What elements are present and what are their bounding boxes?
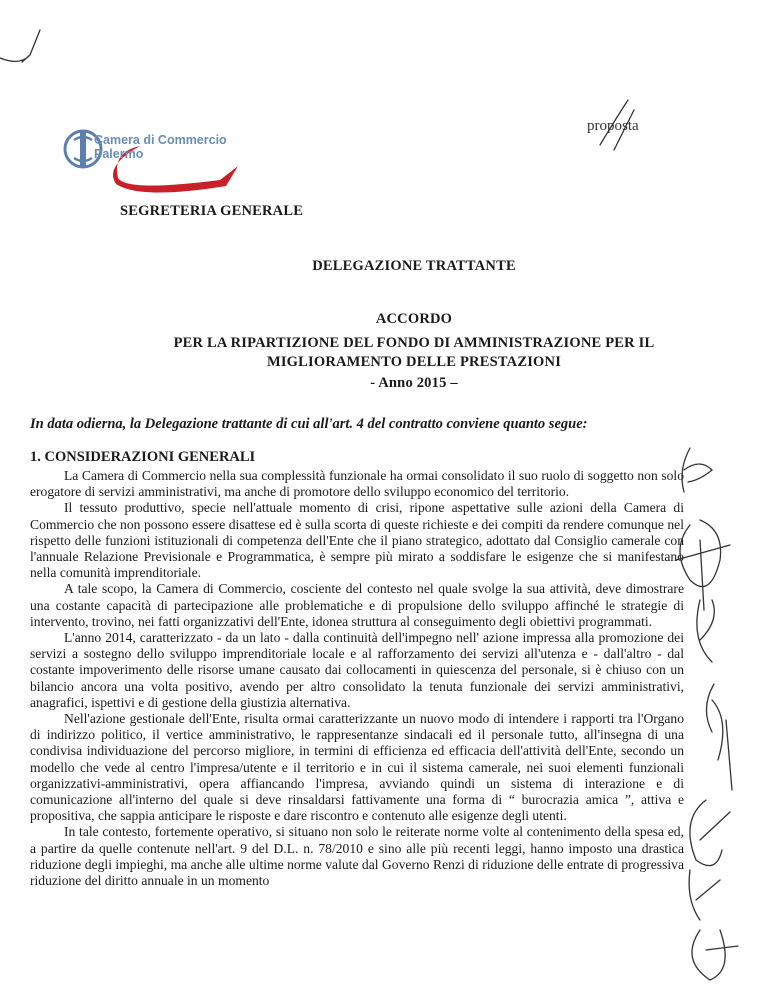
doc-subtitle bbox=[30, 334, 768, 372]
paragraph: Il tessuto produttivo, specie nell'attuale momento di crisi, ripone aspettative sulle azioni della Camera di Commercio che non possono essere disattese ed è sulla scorta di queste richieste e dei compiti da rendere comunque nel rispetto delle funzioni istituzionali di competenza dell'Ente che il piano strategico, adottato dal Consiglio camerale con l'annuale Relazione Previsionale e Programmatica, è sempre più mirato a soddisfare le esigenze che si manifestano nella comunità imprenditoriale. bbox=[30, 500, 684, 581]
body-text bbox=[30, 468, 684, 889]
paragraph: Nell'azione gestionale dell'Ente, risulta ormai caratterizzante un nuovo modo di intendere i rapporti tra l'Organo di indirizzo politico, il vertice amministrativo, le rappresentanze sindacali ed il personale tutto, all'insegna di una condivisa individuazione del percorso migliore, in termini di efficienza ed efficacia dell'attività dell'Ente, secondo un modello che vede al centro l'impresa/utente e il territorio e in cui il sistema camerale, nei suoi elementi funzionali organizzativi-amministrativi, opera affiancando l'impresa, avviando quindi un sistema di interazione e di comunicazione all'interno del quale si deve rinsaldarsi fattivamente una forma di “ burocrazia amica ”, attiva e propositiva, che sappia anticipare le risposte e dare riscontro e contenuto alle esigenze degli utenti. bbox=[30, 711, 684, 824]
paragraph: In tale contesto, fortemente operativo, si situano non solo le reiterate norme volte al contenimento della spesa ed, a partire da quelle contenute nell'art. 9 del D.L. n. 78/2010 e sino alle più recenti leggi, hanno imposto una drastica riduzione degli impieghi, ma anche alle ultime norme valute dal Governo Renzi di riduzione delle entrate di progressiva riduzione del diritto annuale in un momento bbox=[30, 824, 684, 889]
intro-statement: In data odierna, la Delegazione trattante di cui all'art. 4 del contratto conviene quanto segue: bbox=[30, 416, 588, 432]
proposta-annotation: proposta bbox=[587, 118, 639, 134]
doc-year: - Anno 2015 – bbox=[370, 375, 458, 391]
org-name-line2: Palermo bbox=[94, 147, 144, 161]
section-heading: 1. CONSIDERAZIONI GENERALI bbox=[30, 449, 256, 465]
body-title: DELEGAZIONE TRATTANTE bbox=[312, 258, 516, 274]
initials-4 bbox=[706, 684, 732, 790]
corner-check-mark bbox=[0, 30, 40, 62]
initials-3 bbox=[697, 600, 714, 662]
initials-1 bbox=[682, 448, 712, 492]
subtitle-line2: MIGLIORAMENTO DELLE PRESTAZIONI bbox=[266, 354, 562, 370]
org-name-line1: Camera di Commercio bbox=[94, 133, 227, 147]
paragraph: L'anno 2014, caratterizzato - da un lato - dalla continuità dell'impegno nell' azione impressa alla promozione dei servizi a sostegno dello sviluppo imprenditoriale locale e al rafforzamento dei servizi all'utenza e - dall'altro - dal costante impoverimento delle risorse umane causato dai collocamenti in quiescenza del personale, si è chiuso con un bilancio ancora una volta positivo, avendo per altro consolidato la tenuta funzionale dei servizi amministrativi, anagrafici, ispettivi e di gestione della giustizia alternativa. bbox=[30, 630, 684, 710]
paragraph: A tale scopo, la Camera di Commercio, cosciente del contesto nel quale svolge la sua attività, deve dimostrare una costante capacità di partecipazione alle problematiche e di propulsione dello sviluppo affinché le strategie di intervento, trovino, nei fatti organizzativi dell'Ente, idonea struttura al conseguimento degli obiettivi programmati. bbox=[30, 581, 684, 629]
office-heading: SEGRETERIA GENERALE bbox=[120, 203, 304, 219]
subtitle-line1: PER LA RIPARTIZIONE DEL FONDO DI AMMINISTRAZIONE PER IL bbox=[173, 335, 655, 351]
paragraph: La Camera di Commercio nella sua complessità funzionale ha ormai consolidato il suo ruolo di soggetto non solo erogatore di servizi amministrativi, ma anche di promotore dello sviluppo economico del territorio. bbox=[30, 468, 684, 500]
logo-text bbox=[94, 133, 227, 161]
doc-type: ACCORDO bbox=[375, 311, 453, 327]
initials-7 bbox=[692, 930, 738, 980]
initials-6 bbox=[689, 870, 720, 920]
initials-5 bbox=[690, 800, 730, 866]
initials-2 bbox=[676, 520, 730, 610]
